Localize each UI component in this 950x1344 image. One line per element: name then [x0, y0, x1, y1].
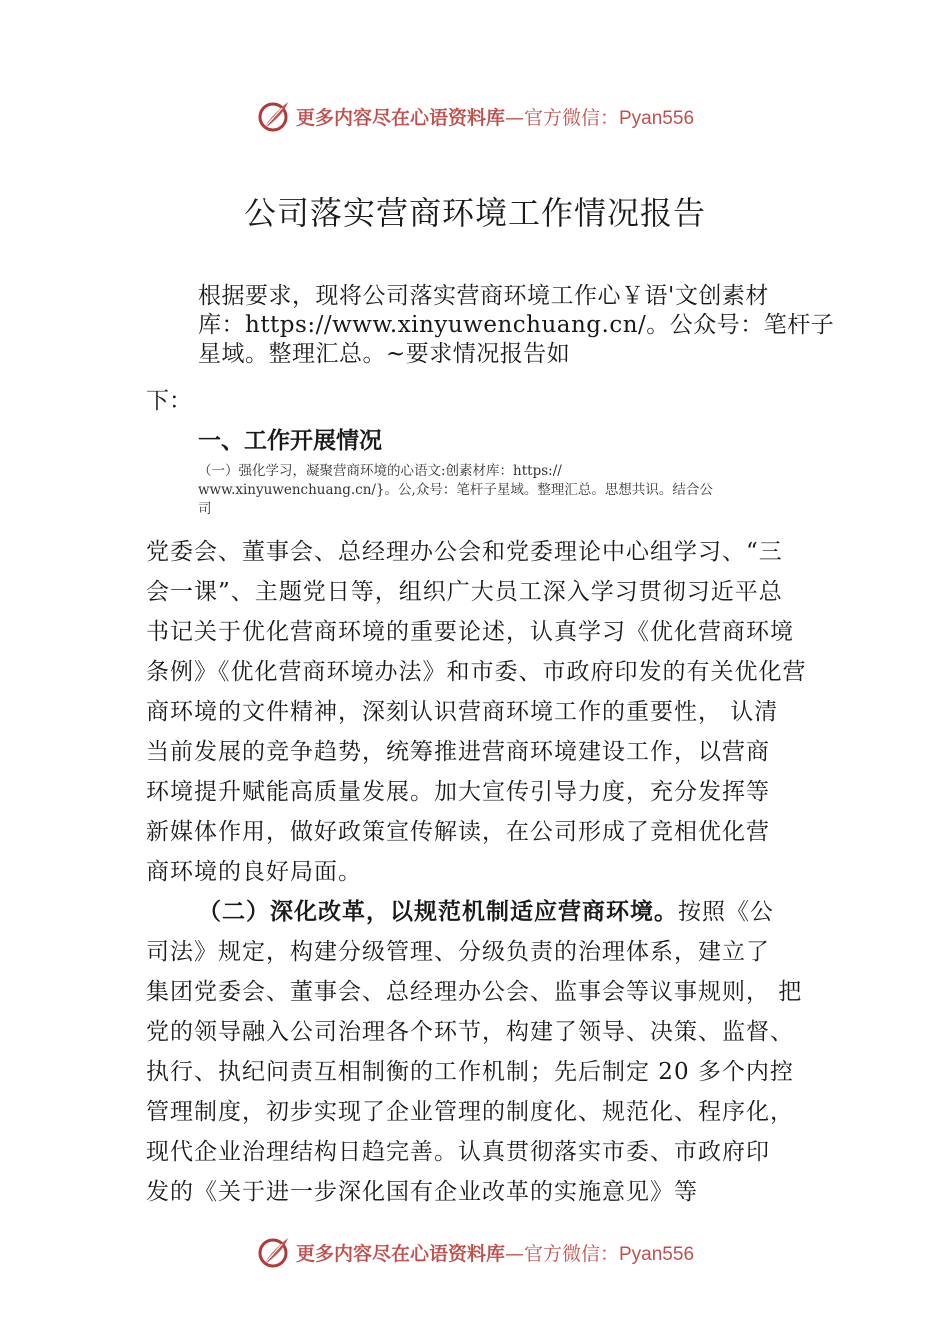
intro-line: 根据要求，现将公司落实营商环境工作心￥语'文创素材 — [198, 283, 769, 309]
paragraph-line: 集团党委会、董事会、总经理办公会、监事会等议事规则， 把 — [146, 979, 803, 1005]
paragraph-2-heading-tail: 按照《公 — [678, 899, 774, 925]
document-title: 公司落实营商环境工作情况报告 — [243, 194, 706, 232]
paragraph-line: 会一课”、主题党日等，组织广大员工深入学习贯彻习近平总 — [146, 579, 783, 605]
intro-line: 星域。整理汇总。~要求情况报告如 — [198, 341, 571, 367]
subsection-heading-2: （二）深化改革，以规范机制适应营商环境。 — [198, 899, 678, 925]
small-line: www.xinyuwenchuang.cn/}。公,众号：笔杆子星域。整理汇总。思想共识。结合公 — [198, 482, 713, 498]
banner-account: Pyan556 — [619, 107, 695, 129]
footer-banner — [0, 1232, 950, 1272]
paragraph-line: 商环境的文件精神，深刻认识营商环境工作的重要性， 认清 — [146, 699, 779, 725]
banner-text — [296, 103, 694, 130]
paragraph-1 — [146, 532, 836, 892]
banner-highlight: 更多内容尽在心语资料库 — [295, 1242, 505, 1265]
paragraph-line: 管理制度，初步实现了企业管理的制度化、规范化、程序化， — [146, 1099, 794, 1125]
small-line: 司 — [198, 501, 212, 517]
paragraph-2 — [146, 892, 836, 1212]
header-banner — [0, 96, 950, 136]
banner-rest: —官方微信： — [504, 1242, 619, 1265]
paragraph-2-first-line — [146, 892, 836, 932]
paragraph-line: 发的《关于进一步深化国有企业改革的实施意见》等 — [146, 1179, 698, 1205]
banner-account: Pyan556 — [619, 1243, 695, 1265]
banner-rest: —官方微信： — [504, 106, 619, 129]
intro-line: 库：https://www.xinyuwenchuang.cn/。公众号：笔杆子 — [198, 312, 835, 338]
paragraph-line: 现代企业治理结构日趋完善。认真贯彻落实市委、市政府印 — [146, 1139, 770, 1165]
paragraph-line: 商环境的良好局面。 — [146, 859, 362, 885]
paragraph-line: 环境提升赋能高质量发展。加大宣传引导力度，充分发挥等 — [146, 779, 770, 805]
paragraph-line: 执行、执纪问责互相制衡的工作机制；先后制定 20 多个内控 — [146, 1059, 794, 1085]
paragraph-line: 党委会、董事会、总经理办公会和党委理论中心组学习、“三 — [146, 539, 783, 565]
section-heading-1: 一、工作开展情况 — [198, 428, 382, 454]
paragraph-line: 党的领导融入公司治理各个环节，构建了领导、决策、监督、 — [146, 1019, 794, 1045]
quill-logo-icon — [256, 98, 292, 134]
intro-tail: 下： — [146, 388, 192, 414]
banner-highlight: 更多内容尽在心语资料库 — [295, 106, 505, 129]
banner-text — [296, 1239, 694, 1266]
paragraph-line: 新媒体作用，做好政策宣传解读，在公司形成了竞相优化营 — [146, 819, 770, 845]
paragraph-line: 当前发展的竞争趋势，统筹推进营商环境建设工作，以营商 — [146, 739, 770, 765]
quill-logo-icon — [256, 1234, 292, 1270]
paragraph-line: 书记关于优化营商环境的重要论述，认真学习《优化营商环境 — [146, 619, 794, 645]
intro-paragraph — [198, 282, 838, 369]
paragraph-line: 司法》规定，构建分级管理、分级负责的治理体系，建立了 — [146, 939, 770, 965]
subsection-small-text — [198, 462, 838, 519]
small-line: （一）强化学习，凝聚营商环境的心语文:创素材库：https:// — [198, 463, 562, 479]
paragraph-line: 条例》《优化营商环境办法》和市委、市政府印发的有关优化营 — [146, 659, 807, 685]
